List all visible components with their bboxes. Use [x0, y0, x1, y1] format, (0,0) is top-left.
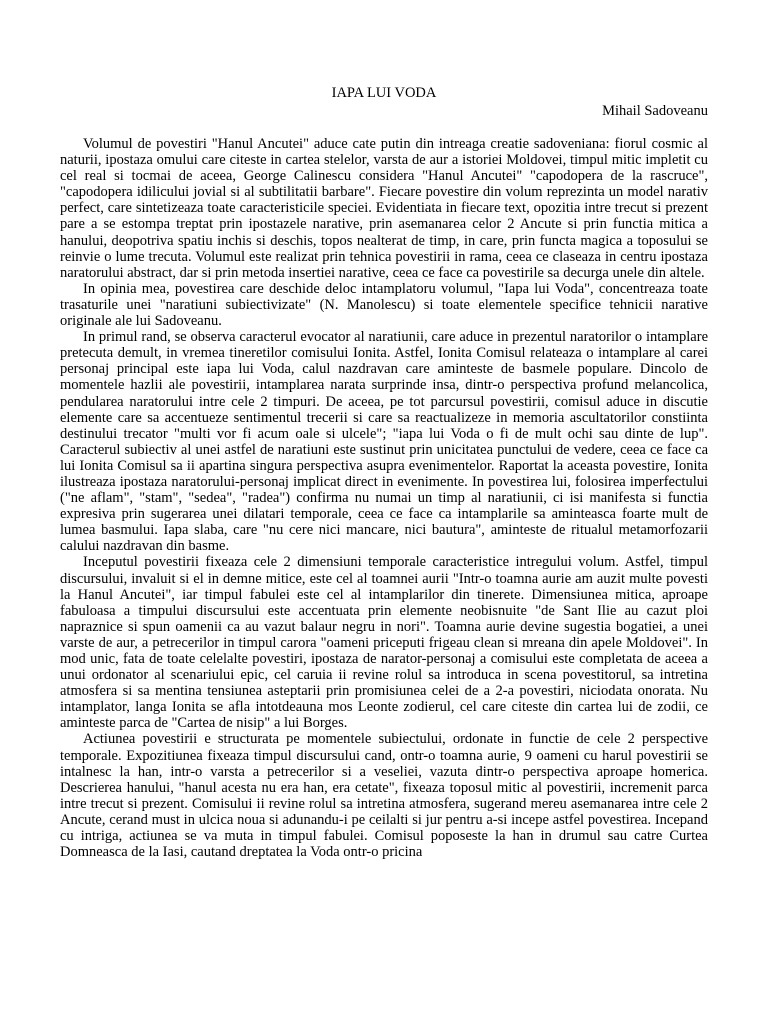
- paragraph-2: In opinia mea, povestirea care deschide deloc intamplatoru volumul, "Iapa lui Voda", concentreaza toate trasaturile unei "naratiuni subiectivizate" (N. Manolescu) si toate elementele specifice tehnicii narative originale ale lui Sadoveanu.: [60, 280, 708, 330]
- paragraph-3: In primul rand, se observa caracterul evocator al naratiunii, care aduce in prezentul naratorilor o intamplare pretecuta demult, in vremea tineretilor comisului Ionita. Astfel, Ionita Comisul relateaza o intamplare al carei personaj principal este iapa lui Voda, calul nazdravan care aminteste de basmele populare. Dincolo de momentele hazlii ale povestirii, intamplarea narata surprinde insa, dintr-o perspectiva profund melancolica, pendularea naratorului intre cele 2 timpuri. De aceea, pe tot parcursul povestirii, comisul aduce in discutie elemente care sa accentueze sentimentul trecerii si care sa reactualizeze in memoria ascultatorilor constiinta destinului trecator "multi vor fi acum oale si ulcele"; "iapa lui Voda o fi de mult ochi sau dinte de lup". Caracterul subiectiv al unei astfel de naratiuni este sustinut prin unicitatea punctului de vedere, ceea ce face ca lui Ionita Comisul sa ii apartina singura perspectiva asupra evenimentelor. Raportat la aceasta povestire, Ionita ilustreaza ipostaza naratorului-personaj implicat direct in evenimente. In povestirea lui, folosirea imperfectului ("ne aflam", "stam", "sedea", "radea") confirma nu numai un timp al naratiunii, ci isi manifesta si functia expresiva prin sugerarea unei dilatari temporale, ceea ce face ca intamplarile sa aminteasca foarte mult de lumea basmului. Iapa slaba, care "nu cere nici mancare, nici bautura", aminteste de ritualul metamorfozarii calului nazdravan din basme.: [60, 329, 708, 555]
- paragraph-4: Inceputul povestirii fixeaza cele 2 dimensiuni temporale caracteristice intregului volum. Astfel, timpul discursului, invaluit si el in demne mitice, este cel al toamnei aurii "Intr-o toamna aurie am auzit multe povesti la Hanul Ancutei", iar timpul fabulei este cel al intamplarilor din tinerete. Dimensiunea mitica, aproape fabuloasa a timpului discursului este accentuata prin elemente neobisnuite "de Sant Ilie au cazut ploi napraznice si spun oamenii ca au vazut balaur negru in nori". Toamna aurie devine sugestia bogatiei, a unei varste de aur, a petrecerilor in timpul carora "oameni priceputi frigeau clean si mreana din apele Moldovei". In mod unic, fata de toate celelalte povestiri, ipostaza de narator-personaj a comisului este completata de aceea a unui ordonator al scenariului epic, cel caruia ii revine rolul sa introduca in scena povestitorul, sa intretina atmosfera si sa mentina tensiunea asteptarii prin promisiunea celei de a 2-a povestiri, niciodata onorata. Nu intamplator, langa Ionita se afla intotdeauna mos Leonte zodierul, cel care citeste din cartea lui de zodii, ce aminteste parca de "Cartea de nisip" a lui Borges.: [60, 554, 708, 732]
- document-author: Mihail Sadoveanu: [602, 103, 708, 119]
- document-title: IAPA LUI VODA: [331, 85, 437, 101]
- paragraph-1: Volumul de povestiri "Hanul Ancutei" aduce cate putin din intreaga creatie sadoveniana: fiorul cosmic al naturii, ipostaza omului care citeste in cartea stelelor, varsta de aur a istoriei Moldovei, timpul mitic impletit cu cel real si tocmai de aceea, George Calinescu considera "Hanul Ancutei" "capodopera de la rascruce", "capodopera idilicului jovial si al subtilitatii barbare". Fiecare povestire din volum reprezinta un model narativ perfect, care sintetizeaza toate caracteristicile speciei. Evidentiata in fiecare text, opozitia intre trecut si prezent pare a se estompa treptat prin ipostazele narative, prin asemanarea celor 2 Ancute si prin functia mitica a hanului, deopotriva spatiu inchis si deschis, topos nealterat de timp, in care, prin functa magica a toposului se reinvie o lume trecuta. Volumul este realizat prin tehnica povestirii in rama, ceea ce claseaza in centru ipostaza naratorului abstract, dar si prin metoda insertiei narative, ceea ce face ca povestirile sa decurga unele din altele.: [60, 136, 708, 281]
- paragraph-5: Actiunea povestirii e structurata pe momentele subiectului, ordonate in functie de cele 2 perspective temporale. Expozitiunea fixeaza timpul discursului cand, ontr-o toamna aurie, 9 oameni cu harul povestirii se intalnesc la han, intr-o varsta a petrecerilor si a veseliei, vazuta dintr-o perspectiva aproape homerica. Descrierea hanului, "hanul acesta nu era han, era cetate", fixeaza toposul mitic al povestirii, incremenit parca intre trecut si prezent. Comisului ii revine rolul sa intretina atmosfera, sugerand mereu asemanarea intre cele 2 Ancute, cerand must in ulcica noua si adunandu-i pe ceilalti si jur pentru a-si incepe astfel povestirea. Incepand cu intriga, actiunea se va muta in timpul fabulei. Comisul poposeste la han in drumul sau catre Curtea Domneasca de la Iasi, cautand dreptatea la Voda ontr-o pricina: [60, 731, 708, 861]
